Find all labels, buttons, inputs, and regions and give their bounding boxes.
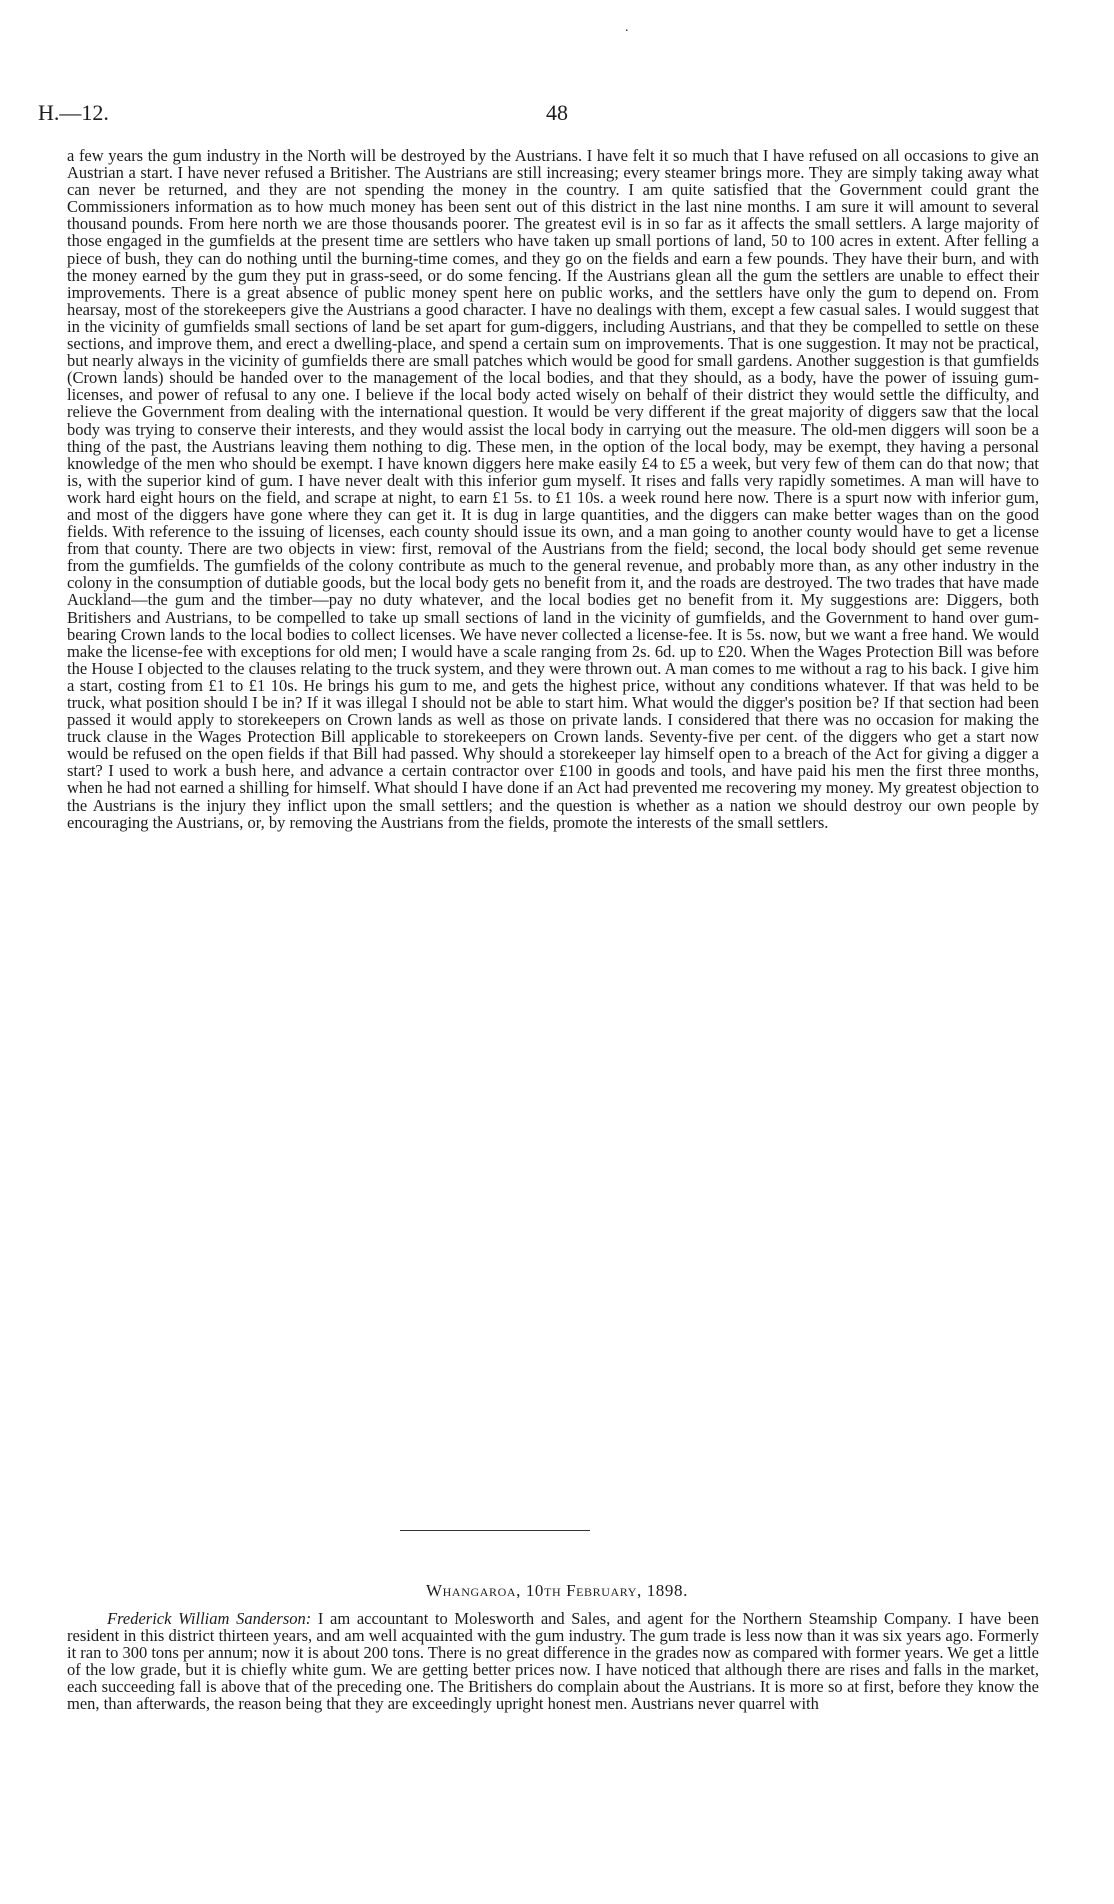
page-number: 48 — [546, 100, 568, 125]
speaker-name: Frederick William Sanderson: — [107, 1609, 312, 1628]
page-header — [38, 100, 1076, 132]
paragraph: a few years the gum industry in the North will be destroyed by the Austrians. I have felt it so much that I have refused on all occasions to give an Austrian a start. I have never refused a Britisher. The Austrians are still increasing; every steamer brings more. They are simply taking away what can never be returned, and they are not spending the money in the country. I am quite satisfied that the Government could grant the Commissioners information as to how much money has been sent out of this district in the last nine months. I am sure it will amount to several thousand pounds. From here north we are those thousands poorer. The greatest evil is in so far as it affects the small settlers. A large majority of those engaged in the gumfields at the present time are settlers who have taken up small portions of land, 50 to 100 acres in extent. After felling a piece of bush, they can do nothing until the burning-time comes, and they go on the fields and earn a few pounds. They have their burn, and with the money earned by the gum they put in grass-seed, or do some fencing. If the Austrians glean all the gum the settlers are unable to effect their improvements. There is a great absence of public money spent here on public works, and the settlers have only the gum to depend on. From hearsay, most of the storekeepers give the Austrians a good character. I have no dealings with them, except a few casual sales. I would suggest that in the vicinity of gumfields small sections of land be set apart for gum-diggers, including Austrians, and that they be compelled to settle on these sections, and improve them, and erect a dwelling-place, and spend a certain sum on improvements. That is one suggestion. It may not be practical, but nearly always in the vicinity of gumfields there are small patches which would be good for small gardens. Another suggestion is that gumfields (Crown lands) should be handed over to the management of the local bodies, and that they should, as a body, have the power of issuing gum-licenses, and power of refusal to any one. I believe if the local body acted wisely on behalf of their district they would settle the difficulty, and relieve the Government from dealing with the international question. It would be very different if the great majority of diggers saw that the local body was trying to conserve their interests, and they would assist the local body in carrying out the measure. The old-men diggers will soon be a thing of the past, the Austrians leaving them nothing to dig. These men, in the option of the local body, may be exempt, they having a personal knowledge of the men who should be exempt. I have known diggers here make easily £4 to £5 a week, but very few of them can do that now; that is, with the superior kind of gum. I have never dealt with this inferior gum myself. It rises and falls very rapidly sometimes. A man will have to work hard eight hours on the field, and scrape at night, to earn £1 5s. to £1 10s. a week round here now. There is a spurt now with inferior gum, and most of the diggers have gone where they can get it. It is dug in large quantities, and the diggers can make better wages than on the good fields. With reference to the issuing of licenses, each county should issue its own, and a man going to another county would have to get a license from that county. There are two objects in view: first, removal of the Austrians from the field; second, the local body should get seme revenue from the gumfields. The gumfields of the colony contribute as much to the general revenue, and probably more than, as any other industry in the colony in the consumption of dutiable goods, but the local body gets no benefit from it, and the roads are destroyed. The two trades that have made Auckland—the gum and the timber—pay no duty whatever, and the local bodies get no benefit from it. My suggestions are: Diggers, both Britishers and Austrians, to be compelled to take up small sections of land in the vicinity of gumfields, and the Government to hand over gum-bearing Crown lands to the local bodies to collect licenses. We have never collected a license-fee. It is 5s. now, but we want a free hand. We would make the license-fee with exceptions for old men; I would have a scale ranging from 2s. 6d. up to £20. When the Wages Protection Bill was before the House I objected to the clauses relating to the truck system, and they were thrown out. A man comes to me without a rag to his back. I give him a start, costing from £1 to £1 10s. He brings his gum to me, and gets the highest price, without any conditions whatever. If that was held to be truck, what position should I be in? If it was illegal I should not be able to start him. What would the digger's position be? If that section had been passed it would apply to storekeepers on Crown lands as well as those on private lands. I considered that there was no occasion for making the truck clause in the Wages Protection Bill applicable to storekeepers on Crown lands. Seventy-five per cent. of the diggers who get a start now would be refused on the open fields if that Bill had passed. Why should a storekeeper lay himself open to a breach of the Act for giving a digger a start? I used to work a bush here, and advance a certain contractor over £100 in goods and tools, and have paid his men the first three months, when he had not earned a shilling for himself. What should I have done if an Act had prevented me recovering my money. My greatest objection to the Austrians is the injury they inflict upon the small settlers; and the question is whether as a nation we should destroy our own people by encouraging the Austrians, or, by removing the Austrians from the fields, promote the interests of the small settlers. — [67, 146, 1039, 832]
section-divider — [400, 1530, 590, 1531]
testimony-continuation — [67, 147, 1039, 831]
testimony-text: I am accountant to Molesworth and Sales, and agent for the Northern Steamship Company. I have been resident in this district thirteen years, and am well acquainted with the gum industry. The gum trade is less now than it was six years ago. Formerly it ran to 300 tons per annum; now it is about 200 tons. There is no great difference in the grades now as compared with former years. We get a little of the low grade, but it is chiefly white gum. We are getting better prices now. I have noticed that although there are rises and falls in the market, each succeeding fall is above that of the preceding one. The Britishers do complain about the Austrians. It is more so at first, before they know the men, than afterwards, the reason being that they are exceedingly upright honest men. Austrians never quarrel with — [67, 1609, 1039, 1714]
section-heading: Whangaroa, 10th February, 1898. — [426, 1581, 688, 1600]
testimony-section — [67, 1610, 1039, 1713]
document-reference: H.—12. — [38, 100, 109, 125]
paragraph — [67, 1610, 1039, 1713]
page-mark: . — [625, 20, 629, 35]
